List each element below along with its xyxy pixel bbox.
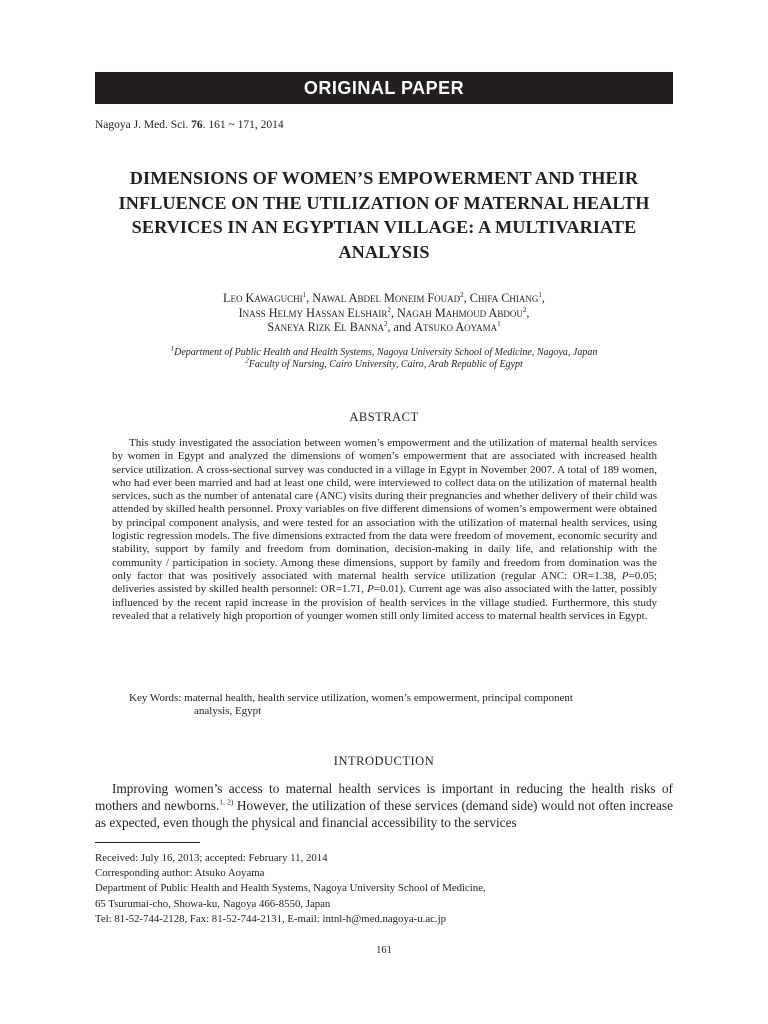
corresponding-author: Corresponding author: Atsuko Aoyama — [95, 867, 265, 880]
abstract-text: =0.01). Current age was also associated with the latter, possibly influenced by the recent rapid increase in the provision of health services in the village studied. Furthermore, this study revealed that a relatively high proportion of younger women still only limited access to maternal health services in Egypt. — [112, 583, 657, 622]
keywords-label: Key Words: — [129, 692, 185, 704]
author-name: Saneya Rizk El Banna — [267, 320, 384, 334]
keywords — [129, 692, 657, 719]
keywords-text: maternal health, health service utilization, women’s empowerment, principal component — [184, 692, 573, 704]
affiliation-text: Department of Public Health and Health Systems, Nagoya University School of Medicine, Nagoya, Japan — [174, 347, 598, 358]
affiliation-line — [95, 356, 673, 371]
author-affiliation-mark: 2 — [387, 305, 391, 314]
affiliations — [95, 344, 673, 371]
author-name: Inass Helmy Hassan Elshair — [238, 305, 388, 320]
author-separator: , — [463, 291, 470, 305]
p-value-symbol: P — [621, 569, 629, 582]
author-affiliation-mark: 2 — [460, 290, 464, 299]
paper-title: DIMENSIONS OF WOMEN’S EMPOWERMENT AND THEIR INFLUENCE ON THE UTILIZATION OF MATERNAL HEALTH SERVICES IN AN EGYPTIAN VILLAGE: A MULTIVARIATE ANALYSIS — [118, 168, 650, 262]
author-affiliation-mark: 2 — [522, 305, 527, 314]
author-affiliation-mark: 2 — [383, 319, 388, 328]
introduction-text: Improving women’s access to maternal health services is important in reducing the health risks of mothers and newborns. — [95, 781, 673, 814]
footnote-rule — [95, 842, 200, 843]
author-separator: , and — [387, 320, 415, 334]
p-value-symbol: P — [367, 583, 374, 596]
author-name: Leo Kawaguchi — [223, 291, 303, 305]
page-number: 161 — [376, 945, 392, 956]
affiliation-text: Faculty of Nursing, Cairo University, Cairo, Arab Republic of Egypt — [248, 359, 523, 370]
footnotes — [95, 851, 673, 927]
author-name: Atsuko Aoyama — [414, 320, 498, 334]
author-separator: , — [541, 291, 545, 305]
introduction-heading: INTRODUCTION — [333, 754, 435, 768]
introduction-text: However, the utilization of these services (demand side) would not often increase as expected, even though the physical and financial accessibility to the services — [95, 798, 673, 831]
author-name: Nawal Abdel Moneim Fouad — [312, 291, 461, 305]
author-affiliation-mark: 1 — [538, 290, 542, 299]
abstract-text: =0.05; deliveries assisted by skilled health personnel: OR=1.71, — [112, 569, 657, 596]
keywords-text-continued: analysis, Egypt — [194, 705, 262, 718]
abstract-heading: ABSTRACT — [349, 410, 419, 424]
author-name: Nagah Mahmoud Abdou — [396, 305, 523, 320]
journal-name: Nagoya J. Med. Sci. — [95, 119, 189, 131]
abstract-text: This study investigated the association between women’s empowerment and the utilization of maternal health services by women in Egypt and analyzed the dimensions of women’s empowerment that are associated with increased health service utilization. A cross-sectional survey was conducted in a village in Egypt in November 2007. A total of 189 women, who had ever been married and had at least one child, were interviewed to collect data on the utilization of maternal health services, such as the number of antenatal care (ANC) visits during their pregnancies and whether delivery of their child was attended by skilled health personnel. Proxy variables on five different dimensions of women’s empowerment were obtained by principal component analysis, and were tested for an association with the utilization of maternal health services, using logistic regression models. The five dimensions extracted from the data were freedom of movement, economic security and stability, support by family and freedom from domination, decision-making in daily life, and relationship with the community / participation in society. Among these dimensions, support by family and freedom from domination was the only factor that was positively associated with maternal health service utilization (regular ANC: OR=1.38, — [112, 437, 657, 582]
author-separator: , — [526, 305, 530, 320]
author-affiliation-mark: 1 — [497, 319, 501, 328]
introduction-body — [95, 780, 673, 832]
author-separator: , — [390, 305, 397, 320]
article-type-banner: ORIGINAL PAPER — [95, 72, 673, 104]
journal-volume: 76 — [191, 119, 203, 131]
affiliation-number: 2 — [245, 356, 249, 365]
citation-refs: 1, 2) — [219, 797, 234, 807]
received-date: Received: July 16, 2013; accepted: February 11, 2014 — [95, 852, 328, 864]
abstract-body — [112, 437, 657, 623]
journal-pages: . 161 ~ 171, 2014 — [202, 119, 284, 131]
author-department: Department of Public Health and Health Systems, Nagoya University School of Medicine, — [95, 882, 486, 895]
author-separator: , — [306, 291, 313, 305]
author-affiliation-mark: 1 — [302, 290, 307, 299]
affiliation-number: 1 — [170, 344, 175, 353]
author-address: 65 Tsurumai-cho, Showa-ku, Nagoya 466-8550, Japan — [95, 897, 331, 910]
author-list — [95, 291, 673, 335]
author-contact: Tel: 81-52-744-2128, Fax: 81-52-744-2131, E-mail: intnl-h@med.nagoya-u.ac.jp — [95, 912, 447, 925]
affiliation-line — [95, 344, 673, 359]
journal-citation — [95, 119, 284, 131]
author-name: Chifa Chiang — [469, 291, 539, 305]
